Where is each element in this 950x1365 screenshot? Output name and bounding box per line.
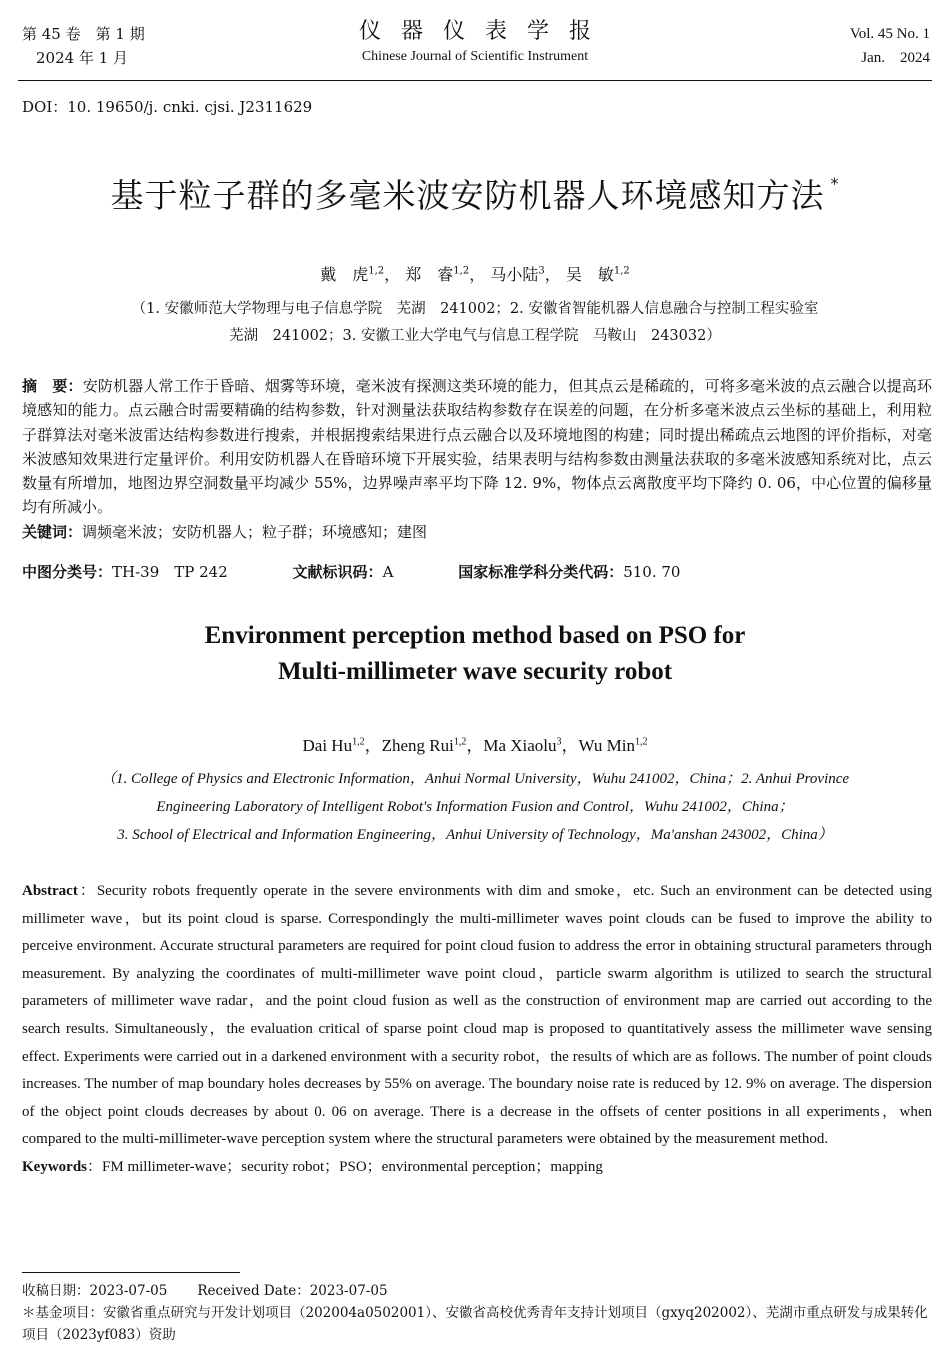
abstract-en: Abstract：Security robots frequently operate in the severe environments with dim and smoke，etc. Such an environment can be detected using millimeter wave，but its point cloud is sparse. Correspondingly the multi-millimeter waves point clouds can be fused to improve the ability to perceive environment. Accurate structural parameters are required for point cloud fusion to address the error in obtaining structural parameters through measurement. By analyzing the coordinates of multi-millimeter wave point cloud，particle swarm algorithm is utilized to search the structural parameters of millimeter wave radar，and the point cloud fusion as well as the construction of environment map are carried out according to the search results. Simultaneously，the evaluation critical of sparse point cloud map is proposed to quantitatively assess the millimeter wave sensing effect. Experiments were carried out in a darkened environment with a security robot，the results of which are as follows. The number of point clouds increases. The number of map boundary holes decreases by 55% on average. The boundary noise rate is reduced by 12. 9% on average. The dispersion of the object point clouds decreases by about 0. 06 on average. There is a decrease in the offsets of center positions in all experiments，when compared to the multi-millimeter-wave perception system where the structural parameters were obtained by the measurement method. Keywords：FM millimeter-wave；security robot；PSO；environmental perception；mapping	[22, 883, 932, 1175]
affiliation-line: （1. 安徽师范大学物理与电子信息学院 芜湖 241002；2. 安徽省智能机器人信息融合与控制工程实验室	[131, 301, 819, 317]
paper-title-en	[0, 618, 950, 690]
abstract-cn-label: 摘 要：	[22, 377, 83, 395]
volume-issue-en: Vol. 45 No. 1	[849, 26, 930, 42]
abstract-cn-text: 安防机器人常工作于昏暗、烟雾等环境，毫米波有探测这类环境的能力，但其点云是稀疏的，可将多毫米波的点云融合以提高环境感知的能力。点云融合时需要精确的结构参数，针对测量法获取结构参数存在误差的问题，在分析多毫米波点云坐标的基础上，利用粒子群算法对毫米波雷达结构参数进行搜索，并根据搜索结果进行点云融合以及环境地图的构建；同时提出稀疏点云地图的评价指标，对毫米波感知效果进行定量评价。利用安防机器人在昏暗环境下开展实验，结果表明与结构参数由测量法获取的多毫米波感知系统对比，点云数量有所增加，地图边界空洞数量平均减少 55%，边界噪声率平均下降 12. 9%，物体点云离散度平均下降约 0. 06，中心位置的偏移量均有所减小。	[22, 377, 932, 517]
clc-value: TH-39 TP 242	[112, 563, 228, 581]
footnote-divider	[22, 1272, 240, 1273]
doc-code-label: 文献标识码：	[292, 563, 383, 581]
author-cn: 吴 敏$^{1,2}$	[565, 265, 630, 284]
author-cn: 戴 虎$^{1,2}$，	[320, 265, 401, 284]
author-en: Wu Min$^{1,2}$	[578, 736, 648, 755]
author-cn: 郑 睿$^{1,2}$，	[405, 265, 486, 284]
affiliations-en	[0, 765, 950, 849]
header-divider	[18, 80, 932, 81]
date-en: Jan. 2024	[861, 50, 930, 66]
author-en: Zheng Rui$^{1,2}$，	[381, 736, 484, 755]
abstract-en-label: Abstract	[22, 883, 78, 899]
affiliation-line: Engineering Laboratory of Intelligent Robot's Information Fusion and Control，Wuhu 241002，China；	[156, 799, 794, 815]
doc-code-value: A	[382, 563, 394, 581]
affiliation-line: 芜湖 241002；3. 安徽工业大学电气与信息工程学院 马鞍山 243032）	[229, 328, 721, 344]
doi[interactable]: DOI：10. 19650/j. cnki. cjsi. J2311629	[22, 98, 313, 116]
keywords-cn-label: 关键词：	[22, 522, 83, 541]
classification-line	[22, 561, 680, 582]
abstract-en-text: Security robots frequently operate in the severe environments with dim and smoke，etc. Such an environment can be detected using millimeter wave，but its point cloud is sparse. Correspondingly the multi-millimeter waves point clouds can be fused to improve the ability to perceive environment. Accurate structural parameters are required for point cloud fusion to address the error in obtaining structural parameters through measurement. By analyzing the coordinates of multi-millimeter wave point cloud，particle swarm algorithm is utilized to search the structural parameters of millimeter wave radar，and the point cloud fusion as well as the construction of environment map are carried out according to the search results. Simultaneously，the evaluation critical of sparse point cloud map is proposed to quantitatively assess the millimeter wave sensing effect. Experiments were carried out in a darkened environment with a security robot，the results of which are as follows. The number of point clouds increases. The number of map boundary holes decreases by 55% on average. The boundary noise rate is reduced by 12. 9% on average. The dispersion of the object point clouds decreases by about 0. 06 on average. There is a decrease in the offsets of center positions in all experiments，when compared to the multi-millimeter-wave perception system where the structural parameters were obtained by the measurement method.	[22, 883, 932, 1148]
affiliation-line: 3. School of Electrical and Information Engineering，Anhui University of Technology，Ma'anshan 243002，China）	[117, 827, 833, 843]
date-cn: 2024 年 1 月	[36, 49, 129, 67]
header-right	[850, 22, 930, 70]
received-date-en: Received Date：2023-07-05	[197, 1283, 388, 1299]
author-en: Ma Xiaolu$^3$，	[483, 736, 579, 755]
std-code-value: 510. 70	[623, 563, 681, 581]
journal-name-en: Chinese Journal of Scientific Instrument	[361, 49, 589, 64]
author-list-en	[0, 731, 950, 756]
volume-issue-cn: 第 45 卷 第 1 期	[22, 25, 145, 43]
affiliations-cn	[0, 296, 950, 350]
keywords-en-label: Keywords	[22, 1158, 87, 1175]
author-list-cn	[0, 262, 950, 285]
std-code-label: 国家标准学科分类代码：	[458, 563, 624, 581]
title-en-line: Environment perception method based on PSO for	[204, 622, 746, 649]
title-en-line: Multi-millimeter wave security robot	[277, 658, 673, 685]
abstract-cn	[22, 374, 932, 544]
fund-note: ＊基金项目：安徽省重点研究与开发计划项目（202004a0502001）、安徽省高校优秀青年支持计划项目（gxyq202002）、芜湖市重点研发与成果转化项目（2023yf083）资助	[22, 1305, 928, 1343]
received-date-cn: 收稿日期：2023-07-05	[22, 1283, 168, 1299]
footnotes	[22, 1280, 932, 1346]
author-en: Dai Hu$^{1,2}$，	[302, 736, 382, 755]
affiliation-line: （1. College of Physics and Electronic Information，Anhui Normal University，Wuhu 241002，China；2. Anhui Province	[100, 771, 850, 787]
keywords-cn-text: 调频毫米波；安防机器人；粒子群；环境感知；建图	[82, 522, 428, 541]
keywords-en-text: FM millimeter-wave；security robot；PSO；environmental perception；mapping	[102, 1158, 603, 1175]
clc-label: 中图分类号：	[22, 563, 113, 581]
author-cn: 马小陆$^3$，	[490, 265, 561, 284]
title-cn-text: 基于粒子群的多毫米波安防机器人环境感知方法	[110, 176, 825, 215]
journal-masthead	[0, 14, 950, 65]
fund-mark: *	[830, 174, 840, 193]
journal-name-cn: 仪器仪表学报	[358, 19, 611, 44]
paper-title-cn	[0, 170, 950, 217]
